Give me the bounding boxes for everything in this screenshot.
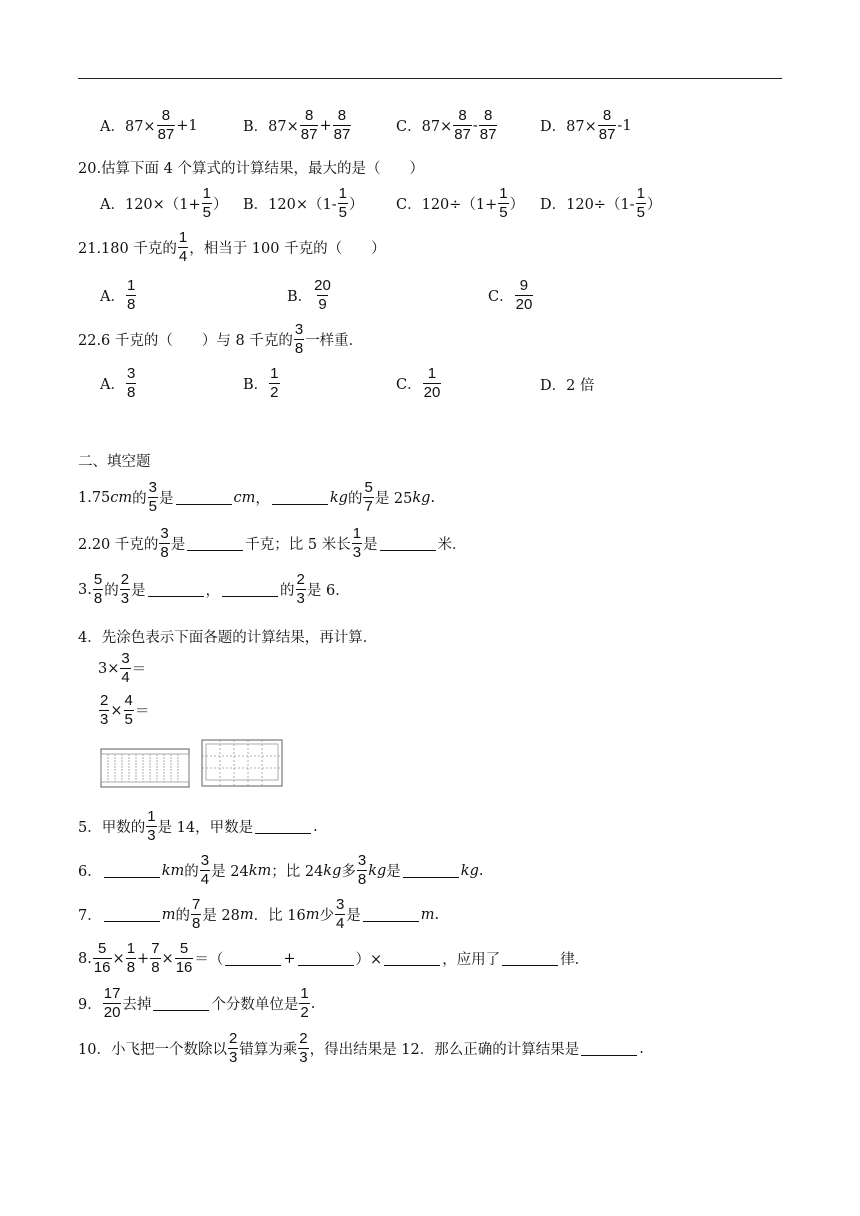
- fill-q1: 1.75 cm 的 $\frac{3}{5}$ 是 cm ， kg 的 $\frac{5}{7}$ 是 25 kg .: [78, 479, 436, 515]
- answer-blank[interactable]: [255, 819, 311, 834]
- answer-blank[interactable]: [176, 490, 232, 505]
- fraction: $\frac{2}{3}$: [299, 1030, 308, 1066]
- fraction: $\frac{2}{3}$: [228, 1030, 238, 1066]
- answer-blank[interactable]: [298, 951, 354, 966]
- coloring-grid-cells[interactable]: [200, 738, 284, 788]
- fraction: $\frac{1}{5}$: [202, 185, 212, 221]
- fraction: $\frac{7}{8}$: [151, 940, 160, 976]
- fraction: $\frac{20}{9}$: [314, 277, 331, 313]
- fraction: $\frac{1}{5}$: [499, 185, 508, 221]
- fraction: $\frac{2}{3}$: [120, 571, 130, 607]
- fraction: $\frac{1}{3}$: [147, 808, 156, 844]
- answer-blank[interactable]: [104, 907, 160, 922]
- q22-option-a[interactable]: A． $\frac{3}{8}$: [100, 365, 136, 401]
- fraction: $\frac{3}{4}$: [121, 650, 130, 686]
- fraction: $\frac{5}{7}$: [364, 479, 373, 515]
- q20-option-b[interactable]: B．120×（1- $\frac{1}{5}$ ）: [243, 185, 364, 221]
- fraction: $\frac{3}{8}$: [294, 321, 304, 357]
- fill-q6: 6． km 的 $\frac{3}{4}$ 是 24 km ；比 24 kg 多 $\frac{3}{8}$ kg 是 kg .: [78, 852, 484, 888]
- coloring-grid-columns[interactable]: [100, 748, 190, 788]
- fill-q10: 10．小飞把一个数除以 $\frac{2}{3}$ 错算为乘 $\frac{2}{3}$ ，得出结果是 12．那么正确的计算结果是 .: [78, 1030, 644, 1066]
- answer-blank[interactable]: [403, 863, 459, 878]
- fraction: $\frac{1}{5}$: [636, 185, 645, 221]
- q20-option-d[interactable]: D．120÷（1- $\frac{1}{5}$ ）: [540, 185, 662, 221]
- fraction: $\frac{8}{87}$: [333, 107, 351, 143]
- fraction: $\frac{5}{16}$: [93, 940, 111, 976]
- fill-q4-expr1: 3× $\frac{3}{4}$ ＝: [98, 650, 147, 686]
- q22-stem: 22.6 千克的（ ）与 8 千克的 $\frac{3}{8}$ 一样重．: [78, 321, 364, 357]
- fraction: $\frac{1}{3}$: [352, 525, 362, 561]
- fraction: $\frac{7}{8}$: [191, 896, 201, 932]
- fraction: $\frac{8}{87}$: [598, 107, 616, 143]
- fraction: $\frac{1}{4}$: [178, 229, 188, 265]
- fraction: $\frac{1}{5}$: [338, 185, 347, 221]
- fraction: $\frac{9}{20}$: [515, 277, 533, 313]
- q22-option-c[interactable]: C． $\frac{1}{20}$: [396, 365, 441, 401]
- fraction: $\frac{17}{20}$: [103, 985, 121, 1021]
- q20-option-a[interactable]: A．120×（1+ $\frac{1}{5}$ ）: [100, 185, 228, 221]
- answer-blank[interactable]: [225, 951, 281, 966]
- q20-stem: 20.估算下面 4 个算式的计算结果，最大的是（ ）: [78, 161, 425, 177]
- fraction: $\frac{3}{5}$: [148, 479, 158, 515]
- fraction: $\frac{1}{2}$: [300, 985, 309, 1021]
- fill-q4-stem: 4．先涂色表示下面各题的计算结果，再计算．: [78, 630, 378, 646]
- fraction: $\frac{3}{8}$: [126, 365, 136, 401]
- fill-q4-expr2: $\frac{2}{3}$ × $\frac{4}{5}$ ＝: [100, 692, 150, 728]
- fraction: $\frac{2}{3}$: [296, 571, 305, 607]
- fill-q7: 7． m 的 $\frac{7}{8}$ 是 28 m ．比 16 m 少 $\frac{3}{4}$ 是 m .: [78, 896, 440, 932]
- fraction: $\frac{1}{20}$: [423, 365, 441, 401]
- answer-blank[interactable]: [380, 536, 436, 551]
- q22-option-b[interactable]: B． $\frac{1}{2}$: [243, 365, 279, 401]
- fraction: $\frac{8}{87}$: [300, 107, 318, 143]
- answer-blank[interactable]: [104, 863, 160, 878]
- q20-option-c[interactable]: C．120÷（1+ $\frac{1}{5}$ ）: [396, 185, 525, 221]
- fraction: $\frac{8}{87}$: [157, 107, 175, 143]
- answer-blank[interactable]: [153, 996, 209, 1011]
- q21-option-c[interactable]: C． $\frac{9}{20}$: [488, 277, 533, 313]
- answer-blank[interactable]: [384, 951, 440, 966]
- q22-option-d[interactable]: D．2 倍: [540, 378, 595, 394]
- answer-blank[interactable]: [148, 582, 204, 597]
- fill-q2: 2.20 千克的 $\frac{3}{8}$ 是 千克；比 5 米长 $\frac{1}{3}$ 是 米．: [78, 525, 467, 561]
- q19-option-c[interactable]: C．87× $\frac{8}{87}$ - $\frac{8}{87}$: [396, 107, 497, 143]
- fraction: $\frac{8}{87}$: [479, 107, 497, 143]
- fraction: $\frac{1}{8}$: [126, 277, 136, 313]
- q21-option-b[interactable]: B． $\frac{20}{9}$: [287, 277, 331, 313]
- q19-option-d[interactable]: D．87× $\frac{8}{87}$ -1: [540, 107, 632, 143]
- fraction: $\frac{3}{8}$: [357, 852, 367, 888]
- fraction: $\frac{3}{8}$: [160, 525, 169, 561]
- fraction: $\frac{5}{8}$: [93, 571, 103, 607]
- fraction: $\frac{3}{4}$: [335, 896, 345, 932]
- fraction: $\frac{5}{16}$: [175, 940, 193, 976]
- q19-option-a[interactable]: A．87× $\frac{8}{87}$ +1: [100, 107, 198, 143]
- fraction: $\frac{3}{4}$: [200, 852, 210, 888]
- fill-q8: 8. $\frac{5}{16}$ × $\frac{1}{8}$ + $\frac{7}{8}$ × $\frac{5}{16}$ ＝（ + ）× ，应用了 律．: [78, 940, 590, 976]
- q21-stem: 21.180 千克的 $\frac{1}{4}$ ，相当于 100 千克的（ ）: [78, 229, 386, 265]
- fill-q5: 5．甲数的 $\frac{1}{3}$ 是 14，甲数是 .: [78, 808, 318, 844]
- section-heading: 二、填空题: [78, 454, 151, 470]
- q19-option-b[interactable]: B．87× $\frac{8}{87}$ + $\frac{8}{87}$: [243, 107, 351, 143]
- fraction: $\frac{1}{2}$: [270, 365, 279, 401]
- answer-blank[interactable]: [363, 907, 419, 922]
- answer-blank[interactable]: [581, 1041, 637, 1056]
- fill-q3: 3. $\frac{5}{8}$ 的 $\frac{2}{3}$ 是 ， 的 $\frac{2}{3}$ 是 6．: [78, 571, 350, 607]
- fraction: $\frac{8}{87}$: [454, 107, 471, 143]
- answer-blank[interactable]: [222, 582, 278, 597]
- fraction: $\frac{4}{5}$: [124, 692, 133, 728]
- q21-option-a[interactable]: A． $\frac{1}{8}$: [100, 277, 136, 313]
- answer-blank[interactable]: [502, 951, 558, 966]
- header-rule: [78, 78, 782, 79]
- fill-q9: 9． $\frac{17}{20}$ 去掉 个分数单位是 $\frac{1}{2}$ .: [78, 985, 316, 1021]
- fraction: $\frac{1}{8}$: [126, 940, 136, 976]
- answer-blank[interactable]: [187, 536, 243, 551]
- answer-blank[interactable]: [272, 490, 328, 505]
- fraction: $\frac{2}{3}$: [100, 692, 109, 728]
